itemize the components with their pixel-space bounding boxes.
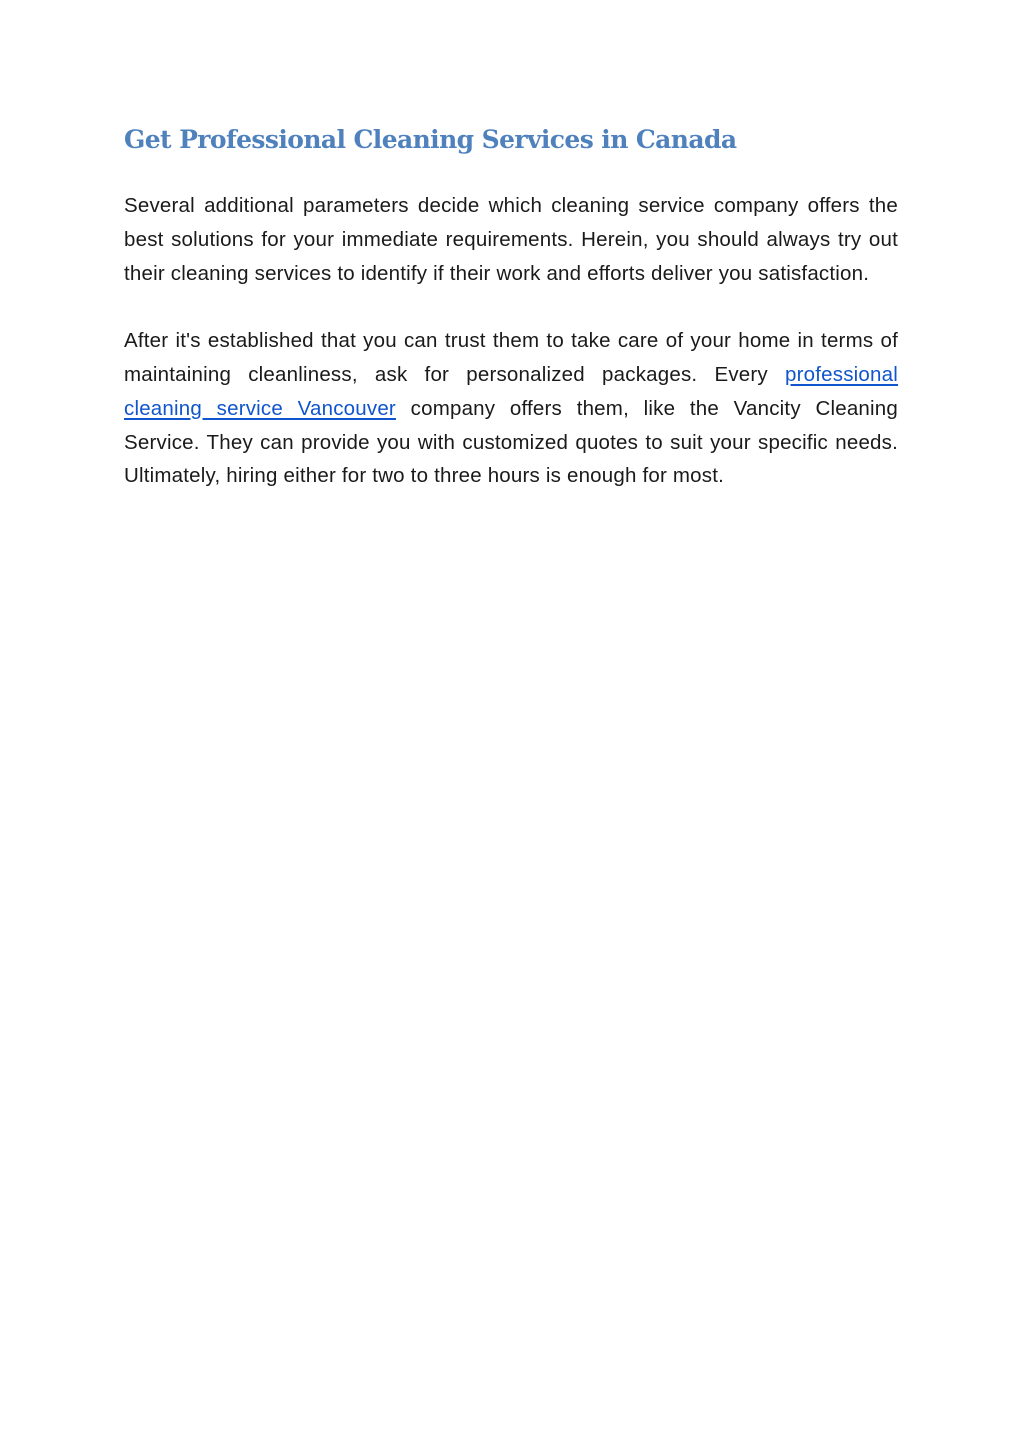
paragraph-2-text-before-link: After it's established that you can trust them to take care of your home in terms of maintaining cleanliness, ask for personalized packages. Every <box>124 329 898 386</box>
document-page <box>124 120 898 493</box>
document-title: Get Professional Cleaning Services in Canada <box>124 125 737 154</box>
paragraph-2 <box>124 324 898 493</box>
vancouver-cleaning-service-link[interactable]: professional cleaning service Vancouver <box>124 362 898 420</box>
paragraph-2-text-after-link: company offers them, like the Vancity Cleaning Service. They can provide you with customized quotes to suit your specific needs. Ultimately, hiring either for two to three hours is enough for most. <box>124 396 898 488</box>
paragraph-1: Several additional parameters decide which cleaning service company offers the best solutions for your immediate requirements. Herein, you should always try out their cleaning services to identify if their work and efforts deliver you satisfaction. <box>124 194 898 285</box>
